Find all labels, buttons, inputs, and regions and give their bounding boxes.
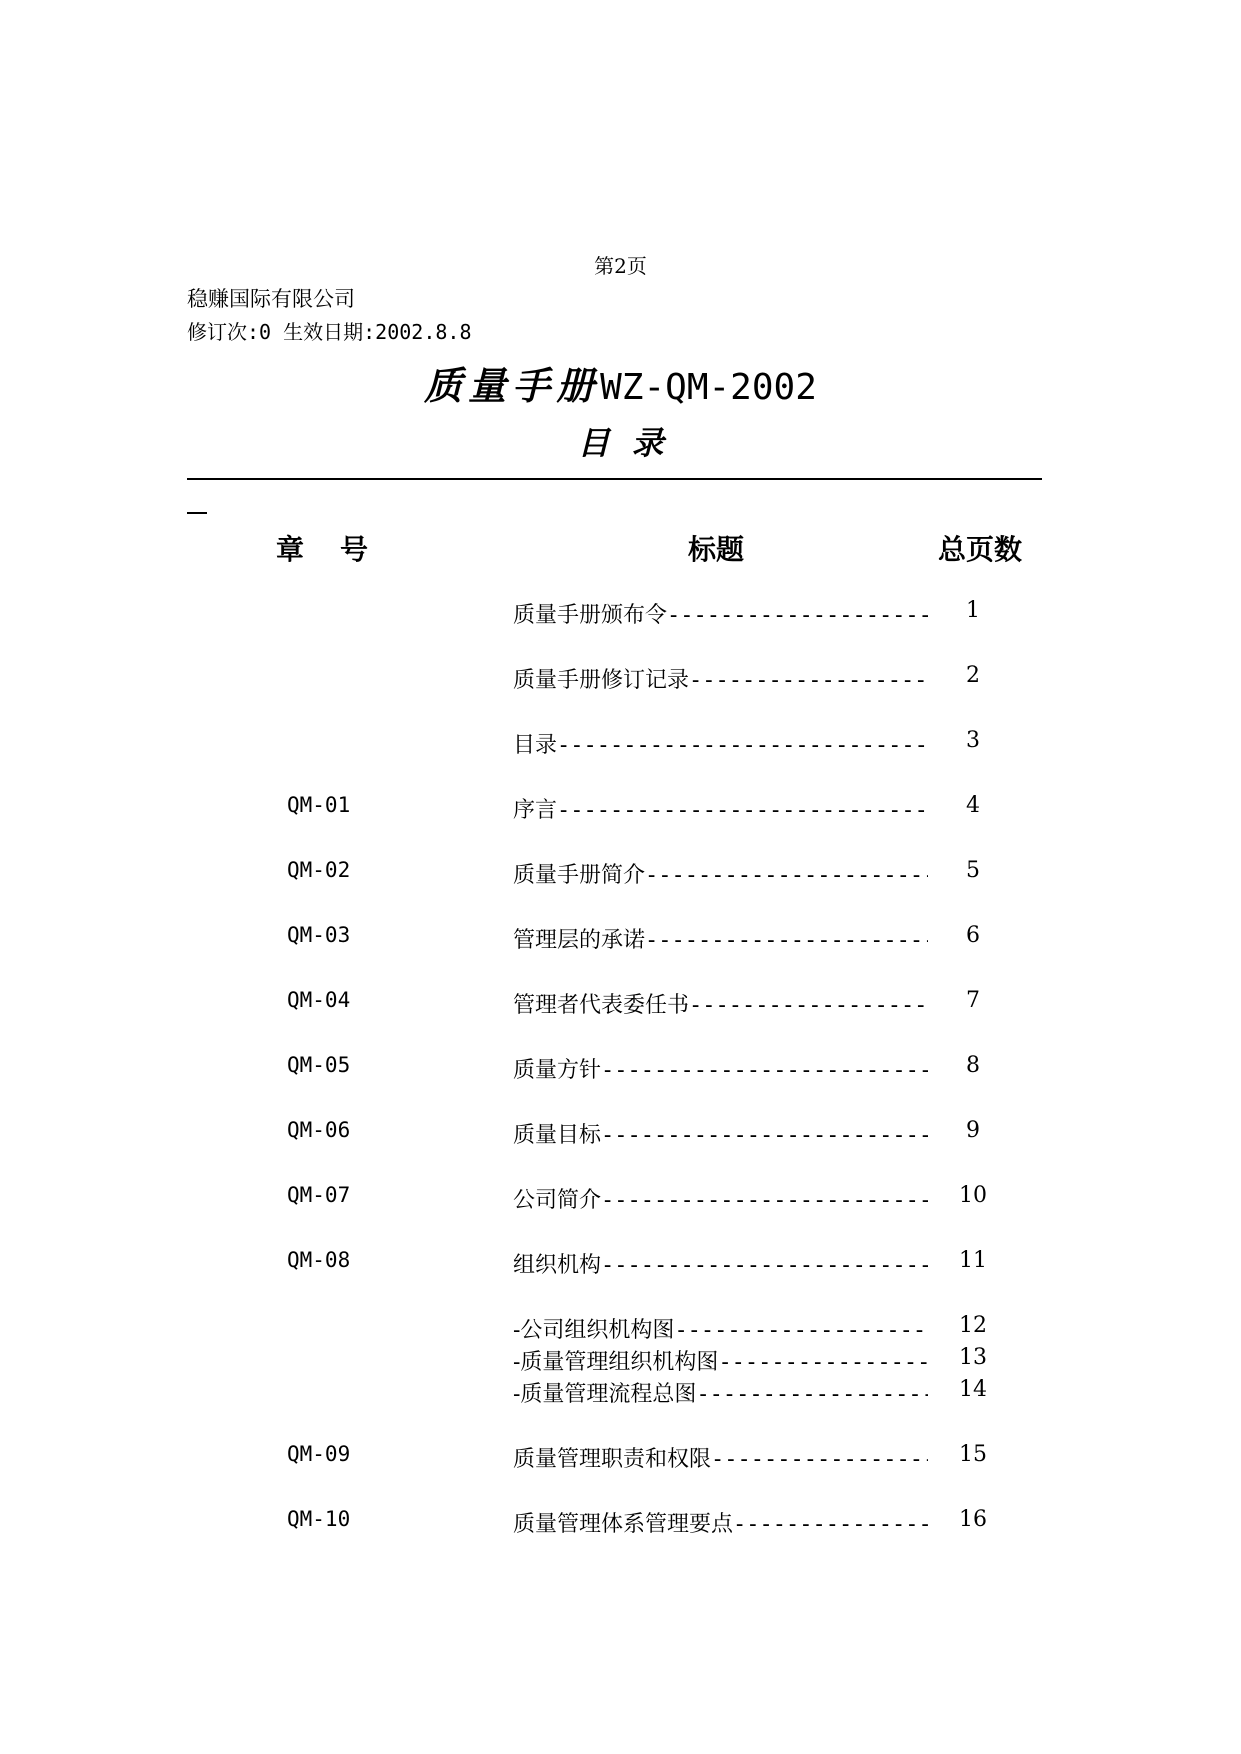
toc-page: 16 xyxy=(959,1507,987,1532)
header-divider-tail xyxy=(187,512,207,514)
column-header-title: 标题 xyxy=(688,533,745,566)
toc-title: 公司简介 ----- xyxy=(513,1183,928,1214)
toc-title: -质量管理组织机构图 ----- xyxy=(513,1345,928,1376)
toc-chapter: QM-08 xyxy=(287,1248,351,1272)
toc-title: 序言 ----- xyxy=(513,793,928,824)
column-header-pages: 总页数 xyxy=(938,533,1023,566)
toc-chapter: QM-09 xyxy=(287,1442,351,1466)
toc-row xyxy=(0,1183,1241,1217)
toc-page: 11 xyxy=(959,1248,987,1273)
toc-row xyxy=(0,1442,1241,1476)
toc-page: 14 xyxy=(959,1377,987,1402)
toc-page: 10 xyxy=(959,1183,987,1208)
toc-title: -质量管理流程总图 ----- xyxy=(513,1377,928,1408)
toc-row xyxy=(0,598,1241,632)
toc-page: 4 xyxy=(966,793,980,818)
document-title-code: WZ-QM-2002 xyxy=(600,367,817,408)
toc-row xyxy=(0,663,1241,697)
toc-chapter: QM-10 xyxy=(287,1507,351,1531)
toc-row xyxy=(0,1118,1241,1152)
document-title xyxy=(0,355,1241,410)
toc-row xyxy=(0,1507,1241,1541)
toc-chapter: QM-06 xyxy=(287,1118,351,1142)
toc-row xyxy=(0,1248,1241,1282)
toc-page: 9 xyxy=(966,1118,980,1143)
toc-title: 质量方针 ----- xyxy=(513,1053,928,1084)
toc-title: 质量手册修订记录 ----- xyxy=(513,663,928,694)
revision-info: 修订次:0 生效日期:2002.8.8 xyxy=(187,320,472,344)
toc-row xyxy=(0,1313,1241,1347)
toc-title: 质量手册颁布令 ----- xyxy=(513,598,928,629)
toc-page: 15 xyxy=(959,1442,987,1467)
toc-chapter: QM-05 xyxy=(287,1053,351,1077)
toc-heading: 目录 xyxy=(577,424,686,462)
toc-title: 质量目标 ----- xyxy=(513,1118,928,1149)
toc-row xyxy=(0,988,1241,1022)
toc-page: 2 xyxy=(966,663,980,688)
column-header-chapter: 章号 xyxy=(276,533,405,566)
toc-page: 5 xyxy=(966,858,980,883)
toc-row xyxy=(0,728,1241,762)
toc-title: 管理层的承诺 ----- xyxy=(513,923,928,954)
toc-title: 目录 ----- xyxy=(513,728,928,759)
toc-chapter: QM-07 xyxy=(287,1183,351,1207)
toc-title: 质量管理体系管理要点 ----- xyxy=(513,1507,928,1538)
toc-chapter: QM-03 xyxy=(287,923,351,947)
toc-page: 6 xyxy=(966,923,980,948)
toc-page: 13 xyxy=(959,1345,987,1370)
toc-row xyxy=(0,923,1241,957)
toc-row xyxy=(0,1377,1241,1411)
toc-chapter: QM-02 xyxy=(287,858,351,882)
toc-row xyxy=(0,858,1241,892)
toc-row xyxy=(0,1053,1241,1087)
toc-title: 组织机构 ----- xyxy=(513,1248,928,1279)
toc-page: 8 xyxy=(966,1053,980,1078)
toc-chapter: QM-01 xyxy=(287,793,351,817)
header-divider xyxy=(187,478,1042,480)
toc-row xyxy=(0,1345,1241,1379)
toc-page: 1 xyxy=(966,598,980,623)
toc-chapter: QM-04 xyxy=(287,988,351,1012)
document-title-cn: 质量手册 xyxy=(424,363,601,408)
toc-title: 管理者代表委任书 ----- xyxy=(513,988,928,1019)
toc-page: 3 xyxy=(966,728,980,753)
toc-title: 质量手册简介 ----- xyxy=(513,858,928,889)
company-name: 稳赚国际有限公司 xyxy=(187,287,355,311)
toc-page: 7 xyxy=(966,988,980,1013)
toc-title: -公司组织机构图 ----- xyxy=(513,1313,928,1344)
toc-title: 质量管理职责和权限 ----- xyxy=(513,1442,928,1473)
toc-page: 12 xyxy=(959,1313,987,1338)
page-number-label: 第2页 xyxy=(594,254,647,278)
toc-row xyxy=(0,793,1241,827)
